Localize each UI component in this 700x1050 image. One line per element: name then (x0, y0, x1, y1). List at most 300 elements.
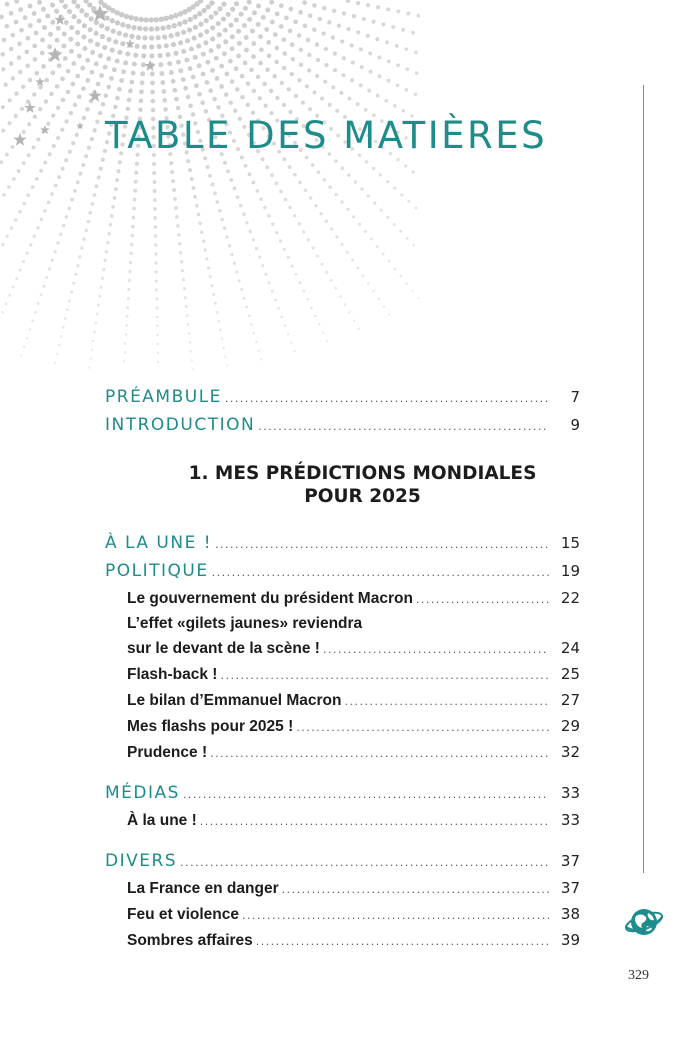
dot (356, 267, 359, 270)
dot (396, 63, 400, 67)
dot (124, 342, 127, 345)
dot (11, 145, 15, 149)
dot (15, 277, 18, 280)
dot (64, 119, 68, 123)
dot (54, 361, 56, 363)
dot (43, 161, 47, 165)
dot (33, 57, 38, 62)
toc-subentry-label: Le bilan d’Emmanuel Macron (127, 692, 342, 709)
dot (225, 235, 228, 238)
dot (131, 234, 134, 237)
dot (182, 19, 187, 24)
dot (252, 181, 256, 185)
dot (124, 351, 126, 353)
dot (293, 19, 298, 24)
dot (75, 4, 80, 9)
dot (27, 193, 31, 197)
dot (54, 184, 58, 188)
spacer (105, 766, 580, 780)
dot (174, 206, 178, 210)
dot (80, 66, 85, 71)
toc-subentry-page: 22 (560, 589, 580, 607)
dot (156, 334, 159, 337)
dot (128, 279, 131, 282)
dot (234, 1, 239, 6)
dot (417, 14, 420, 18)
toc-subentry-page: 32 (560, 743, 580, 761)
dot (190, 177, 194, 181)
dot (52, 144, 56, 148)
dot (91, 348, 93, 350)
dot (243, 297, 246, 300)
toc-subentry[interactable] (105, 876, 580, 902)
toc-subentry[interactable] (105, 714, 580, 740)
dot (85, 78, 90, 83)
dot (257, 96, 261, 100)
toc-subentry[interactable] (105, 808, 580, 834)
dot (308, 13, 313, 18)
dot (229, 178, 233, 182)
dot (331, 35, 335, 39)
side-rule (643, 85, 644, 873)
dot (214, 302, 217, 305)
dot (129, 261, 132, 264)
toc-entry-politique[interactable] (105, 558, 580, 586)
dot (279, 24, 284, 29)
dot (315, 42, 319, 46)
dot (393, 104, 397, 108)
dot (411, 290, 413, 292)
dot (129, 252, 132, 255)
dot (1, 67, 5, 71)
dot (197, 63, 202, 68)
toc-subentry[interactable] (105, 928, 580, 954)
dot (35, 71, 40, 76)
star-icon (35, 77, 45, 86)
dot (360, 65, 364, 69)
toc-entry-a-la-une[interactable] (105, 530, 580, 558)
dot (60, 76, 65, 81)
dot (340, 200, 343, 203)
dot (50, 192, 54, 196)
dot (188, 168, 192, 172)
dot (31, 145, 35, 149)
dot (28, 23, 33, 28)
toc-entry-label: À LA UNE ! (105, 533, 213, 553)
toc-entry-introduction[interactable] (105, 412, 580, 440)
dot (274, 46, 279, 51)
dot (99, 167, 103, 171)
dot (9, 47, 14, 52)
dot (383, 306, 385, 308)
toc-subentry[interactable] (105, 636, 580, 662)
dot (94, 62, 99, 67)
toc-subentry[interactable] (105, 902, 580, 928)
toc-subentry-label-line1[interactable]: L’effet «gilets jaunes» reviendra (127, 615, 363, 632)
dot (168, 14, 173, 19)
dot (163, 107, 168, 112)
dot (340, 39, 344, 43)
dot (39, 169, 43, 173)
dot (154, 234, 157, 237)
dot (14, 114, 18, 118)
dot (201, 72, 206, 77)
dot (266, 40, 271, 45)
dot (188, 104, 193, 109)
dot (19, 28, 24, 33)
dot (79, 8, 84, 13)
dot (234, 17, 239, 22)
dot (186, 159, 190, 163)
dot (395, 44, 399, 48)
dot (258, 61, 263, 66)
dot (178, 11, 183, 16)
dot (51, 71, 56, 76)
dot (302, 0, 307, 5)
dot (111, 28, 116, 33)
dot (219, 84, 224, 89)
dot (131, 225, 135, 229)
dot (90, 137, 94, 141)
dot (404, 47, 408, 51)
dot (191, 359, 193, 361)
dot (64, 158, 68, 162)
dot (105, 250, 108, 253)
dot (228, 59, 233, 64)
dot (18, 7, 23, 12)
dot (126, 315, 129, 318)
dot (89, 16, 94, 21)
dot (354, 180, 357, 183)
dot (31, 320, 34, 323)
toc-entry-label: DIVERS (105, 851, 178, 871)
dot (156, 306, 159, 309)
dot (209, 275, 212, 278)
toc-subentry[interactable] (105, 688, 580, 714)
dot (226, 12, 231, 17)
dot (126, 107, 131, 112)
dot (27, 153, 31, 157)
dot (209, 0, 214, 5)
dot-leader (416, 588, 549, 612)
dot (358, 328, 360, 330)
starburst-dots-icon (0, 0, 420, 370)
dot (304, 189, 308, 193)
dot (110, 18, 115, 23)
dot (332, 9, 336, 13)
dot (138, 108, 143, 113)
dot (417, 297, 419, 299)
dot (19, 269, 22, 272)
dot (265, 67, 270, 72)
dot (153, 189, 157, 193)
dot (171, 42, 176, 47)
dot (17, 55, 22, 60)
dot (77, 54, 82, 59)
dot (256, 75, 261, 80)
dot (221, 338, 224, 341)
dot (378, 55, 382, 59)
dot (210, 25, 215, 30)
dot (129, 80, 134, 85)
dot (230, 253, 233, 256)
dot (171, 179, 175, 183)
dot (106, 56, 111, 61)
dot (11, 76, 15, 80)
dot (223, 227, 226, 230)
dot (98, 53, 103, 58)
dot (45, 14, 50, 19)
dot (321, 263, 324, 266)
dot (310, 306, 313, 309)
dot (164, 16, 169, 21)
dot (315, 74, 319, 78)
dot (101, 158, 105, 162)
dot (157, 44, 162, 49)
dot (25, 63, 30, 68)
dot (35, 177, 39, 181)
dot (18, 70, 23, 75)
toc-subentry-page: 24 (560, 639, 580, 657)
dot (240, 95, 245, 100)
dot (274, 299, 277, 302)
dot (288, 206, 291, 209)
dot (1, 311, 4, 314)
dot (237, 41, 242, 46)
dot (399, 230, 402, 233)
dot (59, 233, 62, 236)
dot (366, 3, 370, 7)
dot (101, 277, 104, 280)
dot (314, 204, 317, 207)
dot (37, 302, 40, 305)
toc-subentry[interactable] (105, 662, 580, 688)
dot (352, 215, 355, 218)
dot (250, 29, 255, 34)
dot (128, 270, 131, 273)
dot (41, 64, 46, 69)
dot (293, 214, 296, 217)
dot (127, 97, 132, 102)
dot (235, 87, 240, 92)
dot (0, 160, 3, 164)
dot (230, 46, 235, 51)
dot (346, 27, 350, 31)
dot (81, 163, 85, 167)
dot (396, 158, 399, 161)
dot (255, 247, 258, 250)
dot (299, 48, 304, 53)
dot (29, 328, 32, 331)
dot (12, 177, 16, 181)
dot (48, 152, 52, 156)
dot (204, 29, 209, 34)
dot (326, 340, 328, 342)
dot (71, 14, 76, 19)
dot (76, 264, 79, 267)
dot (126, 306, 129, 309)
dot (117, 50, 122, 55)
dot (66, 308, 69, 311)
toc-entry-medias[interactable] (105, 780, 580, 808)
dot (282, 103, 286, 107)
dot (135, 44, 140, 49)
dot (294, 94, 298, 98)
dot (162, 34, 167, 39)
dot (386, 216, 389, 219)
dot (59, 0, 64, 3)
dot (368, 51, 372, 55)
dot (385, 40, 389, 44)
globe-icon (623, 902, 665, 942)
dot (312, 27, 317, 32)
dot (179, 251, 182, 254)
dot (22, 130, 26, 134)
dot (109, 223, 113, 227)
dot (233, 187, 237, 191)
dot (342, 56, 346, 60)
dot (73, 189, 77, 193)
dot (90, 50, 95, 55)
toc-subentry[interactable] (105, 586, 580, 612)
dot (128, 89, 133, 94)
dot (192, 368, 194, 370)
dot (95, 184, 99, 188)
dot (347, 173, 350, 176)
dot (82, 116, 86, 120)
dot (249, 230, 252, 233)
dot (181, 77, 186, 82)
dot (333, 51, 337, 55)
dot (244, 164, 248, 168)
dot (221, 17, 226, 22)
toc-entry-page: 7 (570, 388, 580, 406)
dot (223, 39, 228, 44)
dot (262, 82, 267, 87)
dot (384, 99, 388, 103)
dot (240, 288, 243, 291)
dot (324, 47, 328, 51)
dot (359, 83, 363, 87)
dot-leader (183, 782, 549, 808)
dot (51, 114, 55, 118)
dot (288, 165, 292, 169)
dot (2, 193, 6, 197)
dot (405, 282, 407, 284)
dot (291, 265, 294, 268)
dot (132, 207, 136, 211)
dot (125, 51, 130, 56)
dot (71, 0, 76, 4)
dot (133, 53, 138, 58)
toc-subentry[interactable] (105, 740, 580, 766)
dot (51, 259, 54, 262)
toc-entry-preambule[interactable] (105, 384, 580, 412)
dot (287, 256, 290, 259)
dot (56, 241, 59, 244)
dot (22, 260, 25, 263)
dot (198, 222, 202, 226)
dot (272, 74, 277, 79)
dot (386, 180, 389, 183)
dot (76, 19, 81, 24)
dot (71, 61, 76, 66)
dot (350, 78, 354, 82)
table-of-contents (105, 384, 580, 954)
dot (81, 86, 86, 91)
dot (17, 169, 21, 173)
dot (346, 0, 350, 3)
dot (344, 303, 347, 306)
dot (396, 83, 400, 87)
dot (14, 91, 18, 95)
dot (164, 43, 169, 48)
dot (275, 182, 279, 186)
dot (21, 85, 25, 89)
dot (65, 215, 69, 219)
dot (28, 78, 33, 83)
dot (258, 256, 261, 259)
dot (156, 316, 159, 319)
toc-entry-page: 15 (560, 534, 580, 552)
dot (56, 353, 58, 355)
dot (334, 287, 337, 290)
dot (40, 218, 43, 221)
dot (9, 11, 14, 16)
dot (5, 303, 8, 306)
dot (187, 27, 192, 32)
dot (312, 90, 316, 94)
dot (342, 73, 346, 77)
dot (380, 209, 383, 212)
dot (75, 30, 80, 35)
dot (20, 107, 24, 111)
dot (172, 88, 177, 93)
dot (63, 56, 68, 61)
dot-leader (180, 850, 549, 876)
dot (115, 96, 120, 101)
dot (205, 257, 208, 260)
toc-entry-divers[interactable] (105, 848, 580, 876)
dot (265, 165, 269, 169)
dot (314, 315, 317, 318)
dot (246, 81, 251, 86)
dot (367, 89, 371, 93)
dot (208, 88, 213, 93)
toc-entry-page: 9 (570, 416, 580, 434)
dot (255, 189, 259, 193)
dot (245, 306, 248, 309)
toc-subentry-label: Le gouvernement du président Macron (127, 590, 413, 607)
dot (62, 224, 65, 227)
dot (193, 195, 197, 199)
dot (406, 12, 410, 16)
dot (259, 197, 263, 201)
toc-subentry-page: 29 (560, 717, 580, 735)
dot (57, 175, 61, 179)
dot (400, 275, 403, 278)
dot (308, 107, 312, 111)
dot (113, 105, 118, 110)
dot (223, 28, 228, 33)
spacer (105, 834, 580, 848)
dot (311, 246, 314, 249)
dot (149, 44, 154, 49)
dot (196, 44, 201, 49)
dot (206, 4, 211, 9)
dot (34, 31, 39, 36)
dot (40, 293, 43, 296)
